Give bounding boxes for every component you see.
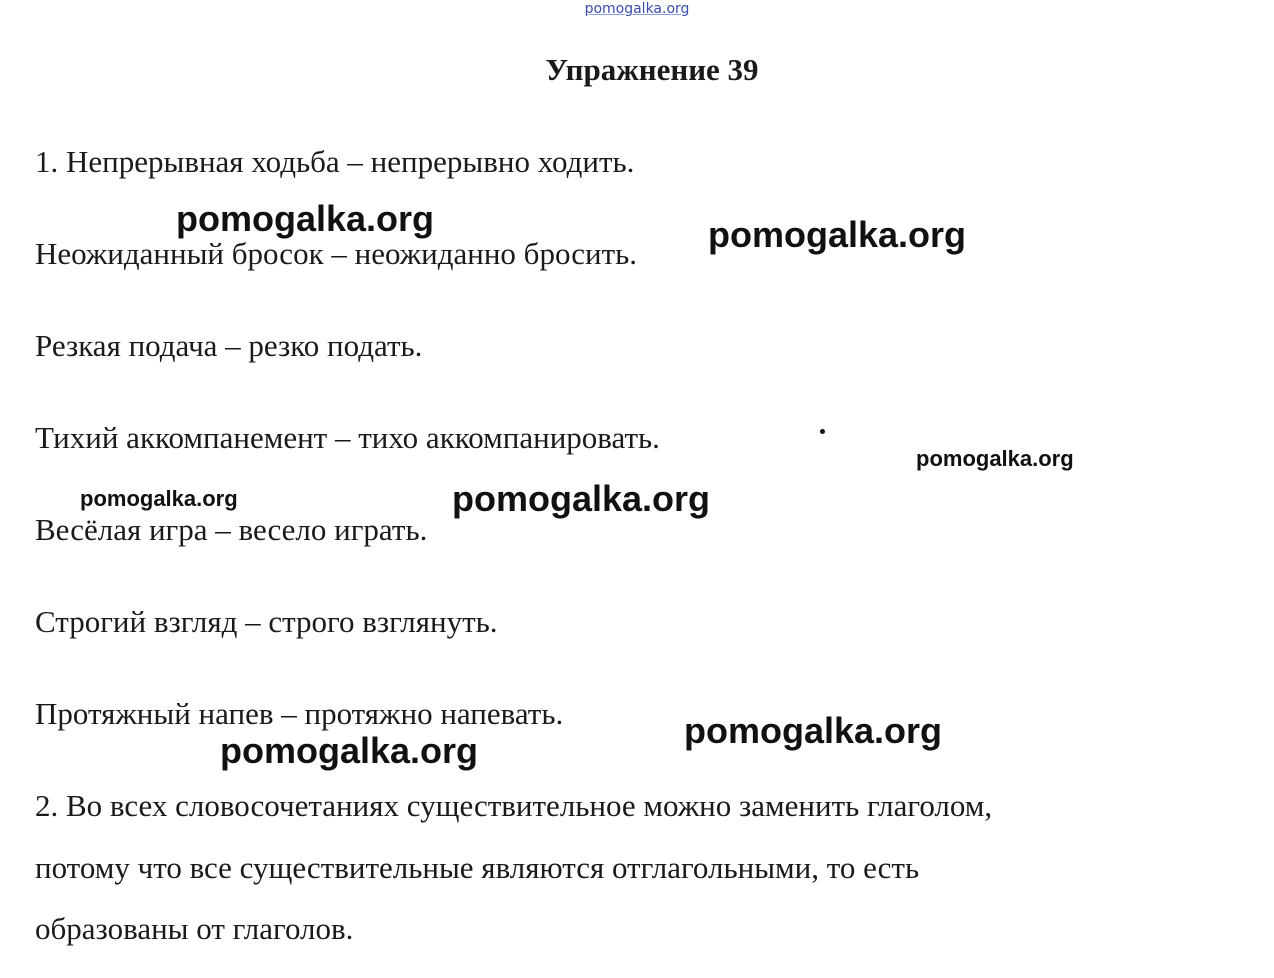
stray-dot (820, 429, 825, 434)
answer-line: Весёлая игра – весело играть. (35, 512, 428, 547)
watermark: pomogalka.org (452, 478, 711, 519)
answer-line: Протяжный напев – протяжно напевать. (35, 696, 564, 731)
exercise-title: Упражнение 39 (545, 52, 759, 87)
explanation-line: 2. Во всех словосочетаниях существительное можно заменить глаголом, (35, 788, 993, 823)
watermark: pomogalka.org (80, 486, 238, 511)
answer-line: Тихий аккомпанемент – тихо аккомпанировать. (35, 420, 660, 455)
answer-line: 1. Непрерывная ходьба – непрерывно ходить. (35, 144, 635, 179)
watermark: pomogalka.org (916, 446, 1074, 471)
answer-line: Резкая подача – резко подать. (35, 328, 423, 363)
explanation-line: образованы от глаголов. (35, 911, 354, 946)
answer-line: Неожиданный бросок – неожиданно бросить. (35, 236, 638, 271)
watermark: pomogalka.org (176, 198, 435, 239)
site-link[interactable]: pomogalka.org (584, 1, 690, 17)
watermark: pomogalka.org (708, 214, 967, 255)
watermark: pomogalka.org (684, 710, 943, 751)
watermark: pomogalka.org (220, 730, 479, 771)
explanation-line: потому что все существительные являются отглагольными, то есть (35, 850, 920, 885)
answer-line: Строгий взгляд – строго взглянуть. (35, 604, 498, 639)
